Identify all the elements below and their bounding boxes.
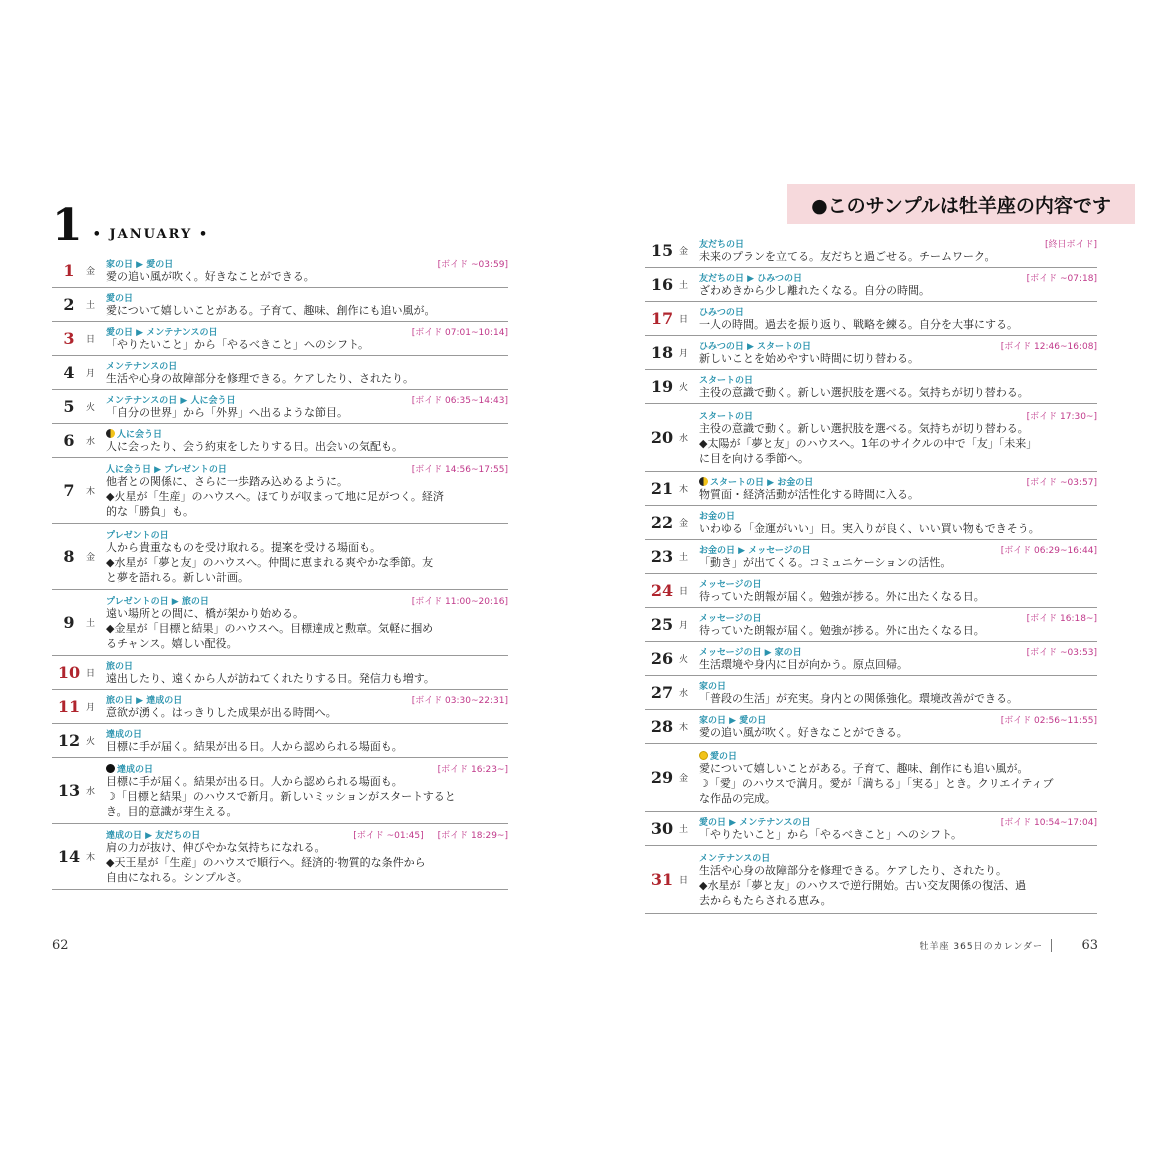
day-number: 12 xyxy=(57,731,81,750)
void-time-text: [ボイド 16:18~] xyxy=(1026,613,1097,624)
day-label xyxy=(52,731,106,750)
entry-text-line: いわゆる「金運がいい」日。実入りが良く、いい買い物もできそう。 xyxy=(699,522,1040,535)
tag-text: 家の日 ▶ 愛の日 xyxy=(106,259,174,270)
weekday: 木 xyxy=(86,853,96,863)
void-time xyxy=(1013,475,1097,488)
weekday: 月 xyxy=(86,369,96,379)
day-label xyxy=(645,649,699,668)
weekday: 水 xyxy=(679,434,689,444)
weekday: 金 xyxy=(679,774,689,784)
void-time-text: [ボイド ~07:18] xyxy=(1026,273,1097,284)
entry-text-line: に目を向ける季節へ。 xyxy=(699,452,809,465)
weekday: 日 xyxy=(679,876,689,886)
right-page-calendar xyxy=(645,234,1097,914)
day-label xyxy=(52,363,106,382)
entry-text-line: 未来のプランを立てる。友だちと過ごせる。チームワーク。 xyxy=(699,250,996,263)
day-number: 21 xyxy=(650,479,674,498)
moon-tags xyxy=(106,393,235,406)
moon-tags xyxy=(106,359,177,372)
entry-text-line: ◆火星が「生産」のハウスへ。ほてりが収まって地に足がつく。経済 xyxy=(106,490,444,503)
day-entry xyxy=(645,540,1097,574)
day-entry xyxy=(645,846,1097,914)
moon-tags xyxy=(106,462,227,475)
day-entry xyxy=(645,812,1097,846)
day-number: 5 xyxy=(63,397,75,416)
moon-tags xyxy=(699,543,811,556)
tag-text: 達成の日 xyxy=(106,729,143,740)
page-number-right: 63 xyxy=(1081,938,1098,953)
moon-tags xyxy=(699,339,811,352)
day-number: 16 xyxy=(650,275,674,294)
void-time-text: [ボイド 07:01~10:14] xyxy=(411,327,508,338)
day-entry xyxy=(52,390,508,424)
half-moon-icon xyxy=(106,429,115,438)
day-label xyxy=(645,615,699,634)
moon-tags xyxy=(106,693,182,706)
entry-text-line: ◆水星が「夢と友」のハウスへ。仲間に恵まれる爽やかな季節。友 xyxy=(106,556,434,569)
tag-text: 家の日 xyxy=(699,681,727,692)
day-label xyxy=(52,547,106,566)
tag-text: 旅の日 xyxy=(106,661,134,672)
tag-text: メッセージの日 ▶ 家の日 xyxy=(699,647,802,658)
day-number: 31 xyxy=(650,870,674,889)
moon-tags xyxy=(699,509,735,522)
new-moon-icon xyxy=(106,764,115,773)
tag-text: 友だちの日 xyxy=(699,239,745,250)
day-number: 1 xyxy=(63,261,75,280)
entry-text-line: 一人の時間。過去を振り返り、戦略を練る。自分を大事にする。 xyxy=(699,318,1018,331)
void-time xyxy=(987,339,1097,352)
void-time-text: [ボイド 06:29~16:44] xyxy=(1000,545,1097,556)
day-number: 30 xyxy=(650,819,674,838)
day-label xyxy=(52,261,106,280)
entry-text-line: 「普段の生活」が充実。身内との関係強化。環境改善ができる。 xyxy=(699,692,1018,705)
day-number: 3 xyxy=(63,329,75,348)
half-moon-icon xyxy=(699,477,708,486)
month-heading xyxy=(52,200,210,251)
moon-tags xyxy=(699,305,744,318)
entry-text-line: 的な「勝負」も。 xyxy=(106,505,194,518)
day-label xyxy=(645,819,699,838)
day-number: 25 xyxy=(650,615,674,634)
day-entry xyxy=(645,642,1097,676)
day-number: 28 xyxy=(650,717,674,736)
void-time-text: [ボイド ~03:59] xyxy=(437,259,508,270)
entry-text-line: 自由になれる。シンプルさ。 xyxy=(106,871,248,884)
tag-text: お金の日 xyxy=(699,511,736,522)
day-label xyxy=(52,847,106,866)
entry-text-line: 去からもたらされる恵み。 xyxy=(699,894,832,907)
day-entry xyxy=(52,824,508,890)
entry-text-line: 物質面・経済活動が活性化する時間に入る。 xyxy=(699,488,919,501)
weekday: 水 xyxy=(679,689,689,699)
day-label xyxy=(645,241,699,260)
weekday: 土 xyxy=(679,553,689,563)
moon-tags xyxy=(699,815,810,828)
moon-tags xyxy=(106,257,173,270)
day-label xyxy=(52,697,106,716)
day-number: 7 xyxy=(63,481,75,500)
day-entry xyxy=(645,404,1097,472)
day-number: 20 xyxy=(650,428,674,447)
entry-text-line: ◆天王星が「生産」のハウスで順行へ。経済的·物質的な条件から xyxy=(106,856,426,869)
entry-text-line: 意欲が湧く。はっきりした成果が出る時間へ。 xyxy=(106,706,337,719)
void-time xyxy=(987,815,1097,828)
entry-text-line: と夢を語れる。新しい計画。 xyxy=(106,571,249,584)
day-entry xyxy=(645,370,1097,404)
moon-tags xyxy=(106,762,153,775)
tag-text: メンテナンスの日 xyxy=(106,361,178,372)
weekday: 土 xyxy=(86,301,96,311)
entry-text-line: 主役の意識で動く。新しい選択肢を選べる。気持ちが切り替わる。 xyxy=(699,386,1029,399)
day-entry xyxy=(52,458,508,524)
void-time-text: [ボイド ~03:57] xyxy=(1026,477,1097,488)
weekday: 火 xyxy=(679,655,689,665)
weekday: 金 xyxy=(679,247,689,257)
weekday: 土 xyxy=(86,619,96,629)
void-time-text: [ボイド 06:35~14:43] xyxy=(411,395,508,406)
moon-tags xyxy=(106,727,142,740)
entry-text-line: 愛について嬉しいことがある。子育て、趣味、創作にも追い風が。 xyxy=(106,304,436,317)
void-time xyxy=(1013,409,1097,422)
day-entry xyxy=(52,424,508,458)
weekday: 月 xyxy=(86,703,96,713)
day-number: 11 xyxy=(57,697,81,716)
tag-text: 愛の日 ▶ メンテナンスの日 xyxy=(699,817,811,828)
day-number: 4 xyxy=(63,363,75,382)
entry-text-line: ◆水星が「夢と友」のハウスで逆行開始。古い交友関係の復活、過 xyxy=(699,879,1027,892)
day-number: 29 xyxy=(650,768,674,787)
void-time xyxy=(1013,611,1097,624)
weekday: 日 xyxy=(679,315,689,325)
day-entry xyxy=(645,268,1097,302)
day-entry xyxy=(645,336,1097,370)
void-time xyxy=(1013,271,1097,284)
day-label xyxy=(52,663,106,682)
weekday: 月 xyxy=(679,349,689,359)
day-number: 2 xyxy=(63,295,75,314)
entry-text-line: 「やりたいこと」から「やるべきこと」へのシフト。 xyxy=(106,338,370,351)
entry-text-line: 遠出したり、遠くから人が訪ねてくれたりする日。発信力も増す。 xyxy=(106,672,435,685)
tag-text: 家の日 ▶ 愛の日 xyxy=(699,715,767,726)
moon-tags xyxy=(699,611,761,624)
tag-text: スタートの日 xyxy=(699,375,754,386)
day-number: 8 xyxy=(63,547,75,566)
full-moon-icon xyxy=(699,751,708,760)
day-label xyxy=(52,431,106,450)
entry-text-line: 愛の追い風が吹く。好きなことができる。 xyxy=(106,270,315,283)
tag-text: 旅の日 ▶ 達成の日 xyxy=(106,695,183,706)
tag-text: メッセージの日 xyxy=(699,613,762,624)
weekday: 木 xyxy=(679,485,689,495)
entry-text-line: 目標に手が届く。結果が出る日。人から認められる場面も。 xyxy=(106,740,403,753)
day-label xyxy=(645,275,699,294)
weekday: 金 xyxy=(86,553,96,563)
day-label xyxy=(52,295,106,314)
void-time-text: [ボイド ~03:53] xyxy=(1026,647,1097,658)
tag-text: スタートの日 xyxy=(699,411,754,422)
moon-tags xyxy=(106,828,200,841)
day-entry xyxy=(645,676,1097,710)
entry-text-line: ざわめきから少し離れたくなる。自分の時間。 xyxy=(699,284,930,297)
moon-tags xyxy=(106,528,169,541)
tag-text: お金の日 ▶ メッセージの日 xyxy=(699,545,811,556)
moon-tags xyxy=(699,851,770,864)
entry-text-line: ☽「目標と結果」のハウスで新月。新しいミッションがスタートすると xyxy=(106,790,456,803)
moon-tags xyxy=(699,577,761,590)
void-time xyxy=(1031,237,1097,250)
weekday: 火 xyxy=(679,383,689,393)
weekday: 水 xyxy=(86,787,96,797)
entry-text-line: 生活や心身の故障部分を修理できる。ケアしたり、されたり。 xyxy=(699,864,1007,877)
weekday: 木 xyxy=(679,723,689,733)
moon-tags xyxy=(699,475,813,488)
entry-text-line: 人に会ったり、会う約束をしたりする日。出会いの気配も。 xyxy=(106,440,403,453)
month-name: • JANUARY • xyxy=(92,227,210,242)
tag-text: 人に会う日 ▶ プレゼントの日 xyxy=(106,464,227,475)
day-number: 6 xyxy=(63,431,75,450)
void-time xyxy=(398,393,508,406)
entry-text-line: 「自分の世界」から「外界」へ出るような節目。 xyxy=(106,406,348,419)
tag-text: 愛の日 ▶ メンテナンスの日 xyxy=(106,327,218,338)
moon-tags xyxy=(699,679,726,692)
void-time xyxy=(339,828,508,841)
day-number: 19 xyxy=(650,377,674,396)
day-number: 27 xyxy=(650,683,674,702)
entry-text-line: 愛の追い風が吹く。好きなことができる。 xyxy=(699,726,908,739)
void-time xyxy=(424,257,508,270)
day-number: 18 xyxy=(650,343,674,362)
sample-banner: ●このサンプルは牡羊座の内容です xyxy=(787,184,1135,224)
tag-text: メンテナンスの日 ▶ 人に会う日 xyxy=(106,395,236,406)
weekday: 日 xyxy=(679,587,689,597)
weekday: 火 xyxy=(86,403,96,413)
day-entry xyxy=(52,758,508,824)
day-label xyxy=(645,428,699,447)
void-time-text: [ボイド 10:54~17:04] xyxy=(1000,817,1097,828)
moon-tags xyxy=(106,659,133,672)
tag-text: 愛の日 xyxy=(106,293,134,304)
day-entry xyxy=(52,356,508,390)
day-label xyxy=(645,479,699,498)
moon-tags xyxy=(106,325,217,338)
day-entry xyxy=(52,254,508,288)
weekday: 木 xyxy=(86,487,96,497)
tag-text: 達成の日 ▶ 友だちの日 xyxy=(106,830,201,841)
day-label xyxy=(645,683,699,702)
entry-text-line: 肩の力が抜け、伸びやかな気持ちになれる。 xyxy=(106,841,326,854)
tag-text: ひみつの日 ▶ スタートの日 xyxy=(699,341,812,352)
moon-tags xyxy=(106,291,133,304)
moon-tags xyxy=(699,645,802,658)
day-entry xyxy=(52,524,508,590)
day-label xyxy=(52,329,106,348)
day-label xyxy=(645,717,699,736)
entry-text-line: ◆金星が「目標と結果」のハウスへ。目標達成と勲章。気軽に掴め xyxy=(106,622,434,635)
day-number: 23 xyxy=(650,547,674,566)
day-entry xyxy=(645,302,1097,336)
day-number: 24 xyxy=(650,581,674,600)
tag-text: プレゼントの日 ▶ 旅の日 xyxy=(106,596,209,607)
weekday: 日 xyxy=(86,335,96,345)
entry-text-line: 新しいことを始めやすい時間に切り替わる。 xyxy=(699,352,919,365)
weekday: 火 xyxy=(86,737,96,747)
entry-text-line: ☽「愛」のハウスで満月。愛が「満ちる」「実る」とき。クリエイティブ xyxy=(699,777,1054,790)
moon-tags xyxy=(699,237,744,250)
day-label xyxy=(645,581,699,600)
entry-text-line: き。目的意識が芽生える。 xyxy=(106,805,238,818)
weekday: 水 xyxy=(86,437,96,447)
left-page-calendar xyxy=(52,254,508,890)
day-number: 10 xyxy=(57,663,81,682)
month-number: 1 xyxy=(52,200,83,251)
void-time xyxy=(987,713,1097,726)
void-time-text: [ボイド 17:30~] xyxy=(1026,411,1097,422)
moon-tags xyxy=(699,373,753,386)
void-time-text: [ボイド 03:30~22:31] xyxy=(411,695,508,706)
void-time-text: [ボイド 14:56~17:55] xyxy=(411,464,508,475)
day-entry xyxy=(52,724,508,758)
day-label xyxy=(52,481,106,500)
tag-text: プレゼントの日 xyxy=(106,530,169,541)
entry-text-line: 「やりたいこと」から「やるべきこと」へのシフト。 xyxy=(699,828,963,841)
day-label xyxy=(645,768,699,787)
moon-tags xyxy=(699,749,737,762)
day-label xyxy=(645,547,699,566)
entry-text-line: 遠い場所との間に、橋が架かり始める。 xyxy=(106,607,304,620)
entry-text-line: ◆太陽が「夢と友」のハウスへ。1年のサイクルの中で「友」「未来」 xyxy=(699,437,1038,450)
weekday: 金 xyxy=(679,519,689,529)
entry-text-line: るチャンス。嬉しい配役。 xyxy=(106,637,238,650)
tag-text: メンテナンスの日 xyxy=(699,853,771,864)
moon-tags xyxy=(699,271,802,284)
day-entry xyxy=(52,690,508,724)
day-label xyxy=(645,513,699,532)
void-time-text: [ボイド 16:23~] xyxy=(437,764,508,775)
day-number: 26 xyxy=(650,649,674,668)
day-number: 9 xyxy=(63,613,75,632)
void-time xyxy=(987,543,1097,556)
day-number: 22 xyxy=(650,513,674,532)
moon-tags xyxy=(106,594,209,607)
day-entry xyxy=(645,574,1097,608)
day-number: 17 xyxy=(650,309,674,328)
entry-text-line: 待っていた朗報が届く。勉強が捗る。外に出たくなる日。 xyxy=(699,590,985,603)
void-time-text: [ボイド ~01:45] xyxy=(353,830,424,841)
moon-tags xyxy=(699,409,753,422)
void-time-text: [ボイド 18:29~] xyxy=(437,830,508,841)
void-time xyxy=(398,462,508,475)
day-label xyxy=(52,781,106,800)
day-label xyxy=(645,309,699,328)
void-time xyxy=(1013,645,1097,658)
tag-text: 人に会う日 xyxy=(117,429,163,440)
day-entry xyxy=(645,744,1097,812)
weekday: 金 xyxy=(86,267,96,277)
tag-text: メッセージの日 xyxy=(699,579,762,590)
page-number-left: 62 xyxy=(52,938,69,953)
moon-tags xyxy=(699,713,766,726)
day-number: 15 xyxy=(650,241,674,260)
running-head: 牡羊座 365日のカレンダー xyxy=(920,939,1052,952)
day-entry xyxy=(52,656,508,690)
day-label xyxy=(52,397,106,416)
entry-text-line: 愛について嬉しいことがある。子育て、趣味、創作にも追い風が。 xyxy=(699,762,1029,775)
tag-text: スタートの日 ▶ お金の日 xyxy=(710,477,814,488)
entry-text-line: 主役の意識で動く。新しい選択肢を選べる。気持ちが切り替わる。 xyxy=(699,422,1029,435)
void-time-text: [ボイド 11:00~20:16] xyxy=(411,596,508,607)
tag-text: 愛の日 xyxy=(710,751,738,762)
weekday: 日 xyxy=(86,669,96,679)
void-time-text: [ボイド 12:46~16:08] xyxy=(1000,341,1097,352)
day-entry xyxy=(52,288,508,322)
entry-text-line: 待っていた朗報が届く。勉強が捗る。外に出たくなる日。 xyxy=(699,624,985,637)
day-label xyxy=(645,377,699,396)
day-label xyxy=(52,613,106,632)
void-time-text: [終日ボイド] xyxy=(1044,239,1097,250)
weekday: 月 xyxy=(679,621,689,631)
tag-text: ひみつの日 xyxy=(699,307,744,318)
day-entry xyxy=(645,472,1097,506)
entry-text-line: 人から貴重なものを受け取れる。提案を受ける場面も。 xyxy=(106,541,381,554)
day-label xyxy=(645,870,699,889)
moon-tags xyxy=(106,427,162,440)
day-number: 13 xyxy=(57,781,81,800)
entry-text-line: 生活環境や身内に目が向かう。原点回帰。 xyxy=(699,658,908,671)
day-number: 14 xyxy=(57,847,81,866)
void-time xyxy=(398,594,508,607)
entry-text-line: 他者との関係に、さらに一歩踏み込めるように。 xyxy=(106,475,348,488)
entry-text-line: 目標に手が届く。結果が出る日。人から認められる場面も。 xyxy=(106,775,403,788)
day-entry xyxy=(52,590,508,656)
void-time xyxy=(398,325,508,338)
tag-text: 友だちの日 ▶ ひみつの日 xyxy=(699,273,803,284)
day-entry xyxy=(645,506,1097,540)
void-time xyxy=(398,693,508,706)
day-entry xyxy=(52,322,508,356)
day-entry xyxy=(645,710,1097,744)
void-time xyxy=(424,762,508,775)
void-time-text: [ボイド 02:56~11:55] xyxy=(1000,715,1097,726)
entry-text-line: な作品の完成。 xyxy=(699,792,776,805)
weekday: 土 xyxy=(679,281,689,291)
entry-text-line: 生活や心身の故障部分を修理できる。ケアしたり、されたり。 xyxy=(106,372,414,385)
day-entry xyxy=(645,608,1097,642)
day-entry xyxy=(645,234,1097,268)
tag-text: 達成の日 xyxy=(117,764,154,775)
weekday: 土 xyxy=(679,825,689,835)
day-label xyxy=(645,343,699,362)
entry-text-line: 「動き」が出てくる。コミュニケーションの活性。 xyxy=(699,556,952,569)
